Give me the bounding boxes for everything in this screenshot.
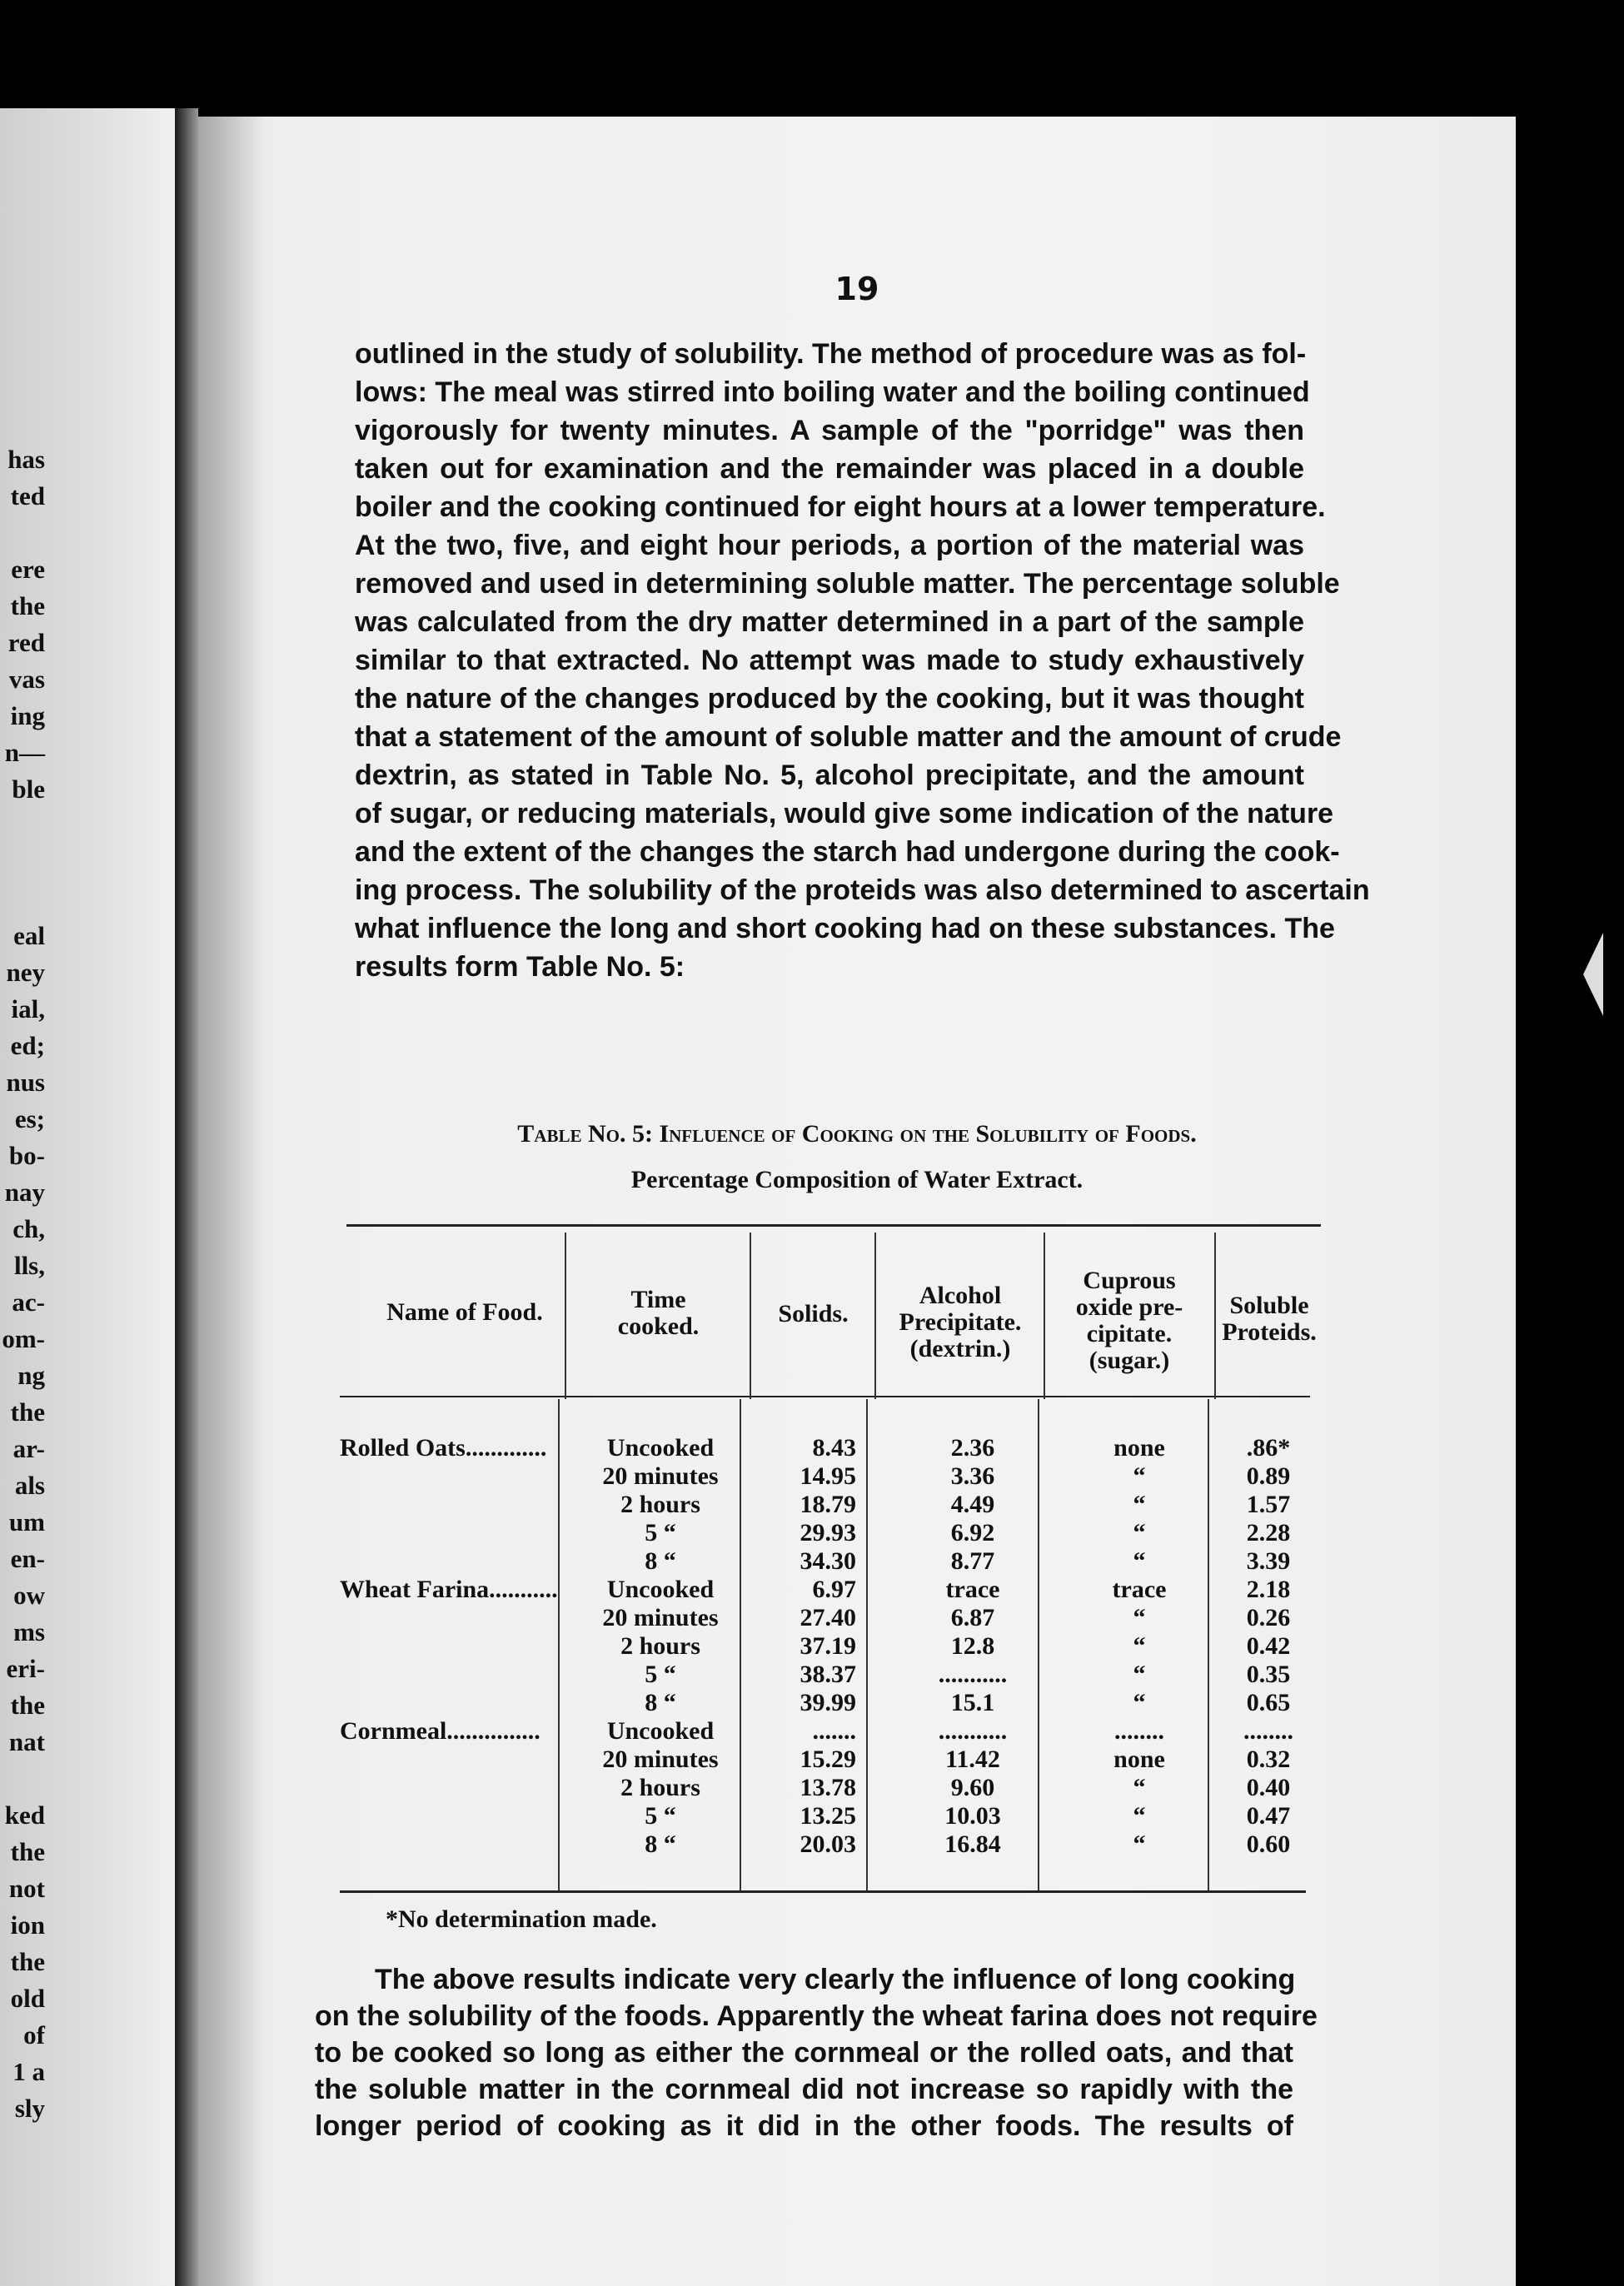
conclusion-line: the soluble matter in the cornmeal did not increase so rapidly with the bbox=[315, 2074, 1293, 2105]
table-bottom-rule bbox=[340, 1890, 1306, 1893]
cell-alcohol: 2.36 bbox=[950, 1434, 995, 1462]
intro-line: ing process. The solubility of the proteids was also determined to ascertain bbox=[355, 874, 1370, 906]
cell-time: Uncooked bbox=[606, 1434, 715, 1462]
conclusion-line: The above results indicate very clearly the influence of long cooking bbox=[375, 1964, 1296, 1995]
cell-time: 2 hours bbox=[620, 1632, 700, 1660]
table-top-rule bbox=[346, 1224, 1321, 1227]
conclusion-line: on the solubility of the foods. Apparently the wheat farina does not require bbox=[315, 2000, 1318, 2032]
cell-proteids: ........ bbox=[1243, 1717, 1293, 1745]
cell-alcohol: 8.77 bbox=[950, 1547, 995, 1575]
cell-time: 2 hours bbox=[620, 1491, 700, 1518]
cell-cuprous: “ bbox=[1133, 1689, 1146, 1716]
left-page-line: nay bbox=[4, 1178, 45, 1207]
cell-cuprous: “ bbox=[1133, 1830, 1146, 1858]
cell-proteids: 0.47 bbox=[1246, 1802, 1291, 1830]
table-subcaption: Percentage Composition of Water Extract. bbox=[630, 1166, 1083, 1193]
cell-alcohol: 15.1 bbox=[950, 1689, 995, 1716]
cell-alcohol: 11.42 bbox=[945, 1746, 1000, 1773]
col-divider bbox=[750, 1233, 751, 1399]
left-page-line: es; bbox=[14, 1104, 45, 1133]
header-time bbox=[569, 1287, 748, 1340]
cell-proteids: 1.57 bbox=[1246, 1491, 1291, 1518]
col-divider bbox=[866, 1399, 868, 1890]
left-page-line: ac- bbox=[12, 1287, 45, 1317]
header-proteids bbox=[1216, 1292, 1323, 1346]
cell-solids: 37.19 bbox=[800, 1632, 856, 1660]
header-cuprous-line: (sugar.) bbox=[1088, 1347, 1170, 1374]
left-page-line: 1 a bbox=[12, 2057, 45, 2086]
cell-proteids: 0.35 bbox=[1246, 1661, 1291, 1688]
left-page-line: vas bbox=[8, 665, 45, 694]
cell-proteids: 0.60 bbox=[1246, 1830, 1291, 1858]
cell-proteids: 0.42 bbox=[1246, 1632, 1291, 1660]
cell-proteids: 0.32 bbox=[1246, 1746, 1291, 1773]
intro-line: similar to that extracted. No attempt was made to study exhaustively bbox=[355, 645, 1304, 676]
cell-alcohol: ........... bbox=[938, 1661, 1008, 1688]
col-divider bbox=[565, 1233, 566, 1399]
cell-alcohol: 6.92 bbox=[950, 1519, 995, 1546]
left-page-line: ble bbox=[12, 774, 45, 804]
col-divider bbox=[1044, 1233, 1045, 1399]
intro-line: taken out for examination and the remainder was placed in a double bbox=[355, 453, 1304, 485]
left-page-line: nus bbox=[6, 1068, 45, 1097]
cell-time: 8 “ bbox=[645, 1830, 676, 1858]
left-page-line: ney bbox=[6, 958, 45, 987]
left-page-line bbox=[0, 808, 45, 844]
cell-cuprous: “ bbox=[1133, 1519, 1146, 1546]
book-page bbox=[198, 117, 1516, 2286]
cell-time: 20 minutes bbox=[602, 1604, 719, 1631]
cell-cuprous: none bbox=[1113, 1434, 1165, 1462]
cell-proteids: 3.39 bbox=[1246, 1547, 1291, 1575]
header-food: Name of Food. bbox=[386, 1298, 543, 1326]
intro-line: vigorously for twenty minutes. A sample of the "porridge" was then bbox=[355, 415, 1304, 446]
left-page-line: eri- bbox=[6, 1654, 45, 1683]
intro-paragraph bbox=[355, 335, 1370, 986]
cell-proteids: 0.65 bbox=[1246, 1689, 1291, 1716]
header-alcohol-line: Alcohol bbox=[919, 1282, 1002, 1309]
cell-alcohol: 12.8 bbox=[950, 1632, 995, 1660]
left-page-line: sly bbox=[14, 2094, 45, 2123]
left-page-line: ted bbox=[10, 481, 45, 510]
left-page-line bbox=[0, 515, 45, 551]
col-divider bbox=[558, 1399, 560, 1890]
left-page-line: bo- bbox=[8, 1141, 45, 1170]
table-footnote: *No determination made. bbox=[386, 1905, 657, 1933]
left-page-line: ms bbox=[13, 1617, 45, 1646]
intro-line: that a statement of the amount of soluble matter and the amount of crude bbox=[355, 721, 1342, 753]
left-page-line: n— bbox=[4, 738, 45, 767]
food-cornmeal: Cornmeal............... bbox=[340, 1717, 541, 1745]
cell-solids: 39.99 bbox=[800, 1689, 856, 1716]
cell-alcohol: 16.84 bbox=[944, 1830, 1001, 1858]
cell-cuprous: “ bbox=[1133, 1491, 1146, 1518]
left-page-text-fragments bbox=[0, 441, 45, 2127]
intro-line: and the extent of the changes the starch had undergone during the cook- bbox=[355, 836, 1340, 868]
cell-cuprous: “ bbox=[1133, 1802, 1146, 1830]
cell-time: 20 minutes bbox=[602, 1746, 719, 1773]
cell-solids: 8.43 bbox=[812, 1434, 856, 1462]
intro-line: lows: The meal was stirred into boiling water and the boiling continued bbox=[355, 376, 1310, 408]
cell-cuprous: ........ bbox=[1114, 1717, 1164, 1745]
left-page-line bbox=[0, 844, 45, 881]
header-cuprous-line: oxide pre- bbox=[1075, 1293, 1183, 1321]
left-page-line: nat bbox=[8, 1727, 45, 1756]
conclusion-paragraph bbox=[315, 1961, 1318, 2144]
cell-solids: 20.03 bbox=[800, 1830, 856, 1858]
intro-line: dextrin, as stated in Table No. 5, alcohol precipitate, and the amount bbox=[355, 760, 1304, 791]
cell-cuprous: “ bbox=[1133, 1604, 1146, 1631]
cell-alcohol: 9.60 bbox=[950, 1774, 995, 1801]
cell-solids: 27.40 bbox=[800, 1604, 856, 1631]
cell-solids: 6.97 bbox=[812, 1576, 856, 1603]
cell-proteids: 0.89 bbox=[1246, 1462, 1291, 1490]
cell-solids: 13.25 bbox=[800, 1802, 856, 1830]
cell-solids: 38.37 bbox=[800, 1661, 856, 1688]
header-proteids-line: Soluble bbox=[1229, 1292, 1309, 1319]
intro-line: was calculated from the dry matter determined in a part of the sample bbox=[355, 606, 1304, 638]
left-page-line: old bbox=[10, 1984, 45, 2013]
left-page-line: eal bbox=[13, 921, 45, 950]
intro-line: outlined in the study of solubility. The method of procedure was as fol- bbox=[355, 338, 1307, 370]
cell-cuprous: none bbox=[1113, 1746, 1165, 1773]
cell-solids: ....... bbox=[812, 1717, 856, 1745]
intro-line: of sugar, or reducing materials, would give some indication of the nature bbox=[355, 798, 1334, 829]
cell-time: 5 “ bbox=[645, 1802, 676, 1830]
conclusion-line: to be cooked so long as either the cornmeal or the rolled oats, and that bbox=[315, 2037, 1293, 2069]
food-rolled-oats: Rolled Oats............. bbox=[340, 1434, 547, 1462]
cell-alcohol: 10.03 bbox=[944, 1802, 1001, 1830]
conclusion-line: longer period of cooking as it did in the other foods. The results of bbox=[315, 2110, 1293, 2142]
header-proteids-line: Proteids. bbox=[1222, 1318, 1317, 1346]
cell-alcohol: ........... bbox=[938, 1717, 1008, 1745]
intro-line: results form Table No. 5: bbox=[355, 951, 685, 983]
table-caption: Table No. 5: Influence of Cooking on the Solubility of Foods. bbox=[517, 1120, 1197, 1148]
cell-alcohol: 6.87 bbox=[950, 1604, 995, 1631]
cell-cuprous: “ bbox=[1133, 1632, 1146, 1660]
cell-cuprous: “ bbox=[1133, 1661, 1146, 1688]
header-cuprous-line: cipitate. bbox=[1086, 1320, 1173, 1347]
cell-solids: 15.29 bbox=[800, 1746, 856, 1773]
header-cuprous bbox=[1046, 1268, 1213, 1374]
cell-time: 8 “ bbox=[645, 1547, 676, 1575]
cell-solids: 29.93 bbox=[800, 1519, 856, 1546]
cell-proteids: 0.26 bbox=[1246, 1604, 1291, 1631]
intro-line: what influence the long and short cooking had on these substances. The bbox=[355, 913, 1335, 944]
cell-cuprous: “ bbox=[1133, 1774, 1146, 1801]
header-solids: Solids. bbox=[778, 1300, 849, 1327]
page-tab-marker bbox=[1563, 933, 1603, 1016]
left-page-line: the bbox=[10, 1837, 45, 1866]
cell-time: 20 minutes bbox=[602, 1462, 719, 1490]
table-header-rule bbox=[340, 1396, 1310, 1397]
solubility-table bbox=[340, 1224, 1323, 1915]
left-page-line: um bbox=[8, 1507, 45, 1536]
cell-time: 2 hours bbox=[620, 1774, 700, 1801]
left-page-line: ere bbox=[11, 555, 45, 584]
left-page-line: ar- bbox=[12, 1434, 45, 1463]
book-gutter bbox=[175, 108, 198, 2286]
header-time-line: cooked. bbox=[617, 1312, 700, 1340]
cell-solids: 34.30 bbox=[800, 1547, 856, 1575]
header-alcohol bbox=[877, 1282, 1044, 1362]
left-page-line bbox=[0, 881, 45, 918]
intro-line: removed and used in determining soluble matter. The percentage soluble bbox=[355, 568, 1340, 600]
gutter-shadow bbox=[198, 117, 265, 2286]
left-page-line: ial, bbox=[11, 994, 45, 1023]
left-page-line: the bbox=[10, 1691, 45, 1720]
left-page-line: ed; bbox=[10, 1031, 45, 1060]
left-page-line: the bbox=[10, 1947, 45, 1976]
cell-time: Uncooked bbox=[606, 1576, 715, 1603]
page-number: 19 bbox=[834, 271, 879, 307]
left-page-line: lls, bbox=[13, 1251, 45, 1280]
cell-time: 5 “ bbox=[645, 1661, 676, 1688]
cell-proteids: .86* bbox=[1246, 1434, 1291, 1462]
left-page-line: als bbox=[14, 1471, 45, 1500]
cell-time: 5 “ bbox=[645, 1519, 676, 1546]
cell-alcohol: trace bbox=[945, 1576, 1000, 1603]
left-page-line: en- bbox=[10, 1544, 45, 1573]
cell-solids: 13.78 bbox=[800, 1774, 856, 1801]
left-page-line: om- bbox=[2, 1324, 45, 1353]
cell-solids: 18.79 bbox=[800, 1491, 856, 1518]
cell-cuprous: “ bbox=[1133, 1462, 1146, 1490]
intro-line: the nature of the changes produced by the cooking, but it was thought bbox=[355, 683, 1304, 715]
left-page-line: ing bbox=[10, 701, 45, 730]
intro-line: At the two, five, and eight hour periods, a portion of the material was bbox=[355, 530, 1304, 561]
left-page-line: the bbox=[10, 1397, 45, 1427]
left-page-line: has bbox=[7, 445, 45, 474]
header-time-line: Time bbox=[630, 1286, 686, 1313]
left-page-line: ng bbox=[17, 1361, 45, 1390]
food-wheat-farina: Wheat Farina........... bbox=[340, 1576, 558, 1603]
cell-cuprous: trace bbox=[1112, 1576, 1167, 1603]
left-page-line: of bbox=[23, 2020, 45, 2049]
left-page-line: not bbox=[8, 1874, 45, 1903]
header-alcohol-line: (dextrin.) bbox=[909, 1335, 1011, 1362]
left-page-line: ked bbox=[4, 1800, 45, 1830]
cell-proteids: 0.40 bbox=[1246, 1774, 1291, 1801]
header-alcohol-line: Precipitate. bbox=[899, 1308, 1022, 1336]
left-page-line: ow bbox=[13, 1581, 45, 1610]
left-page-line: ion bbox=[10, 1910, 45, 1940]
cell-time: Uncooked bbox=[606, 1717, 715, 1745]
left-page-line bbox=[0, 1761, 45, 1797]
cell-alcohol: 4.49 bbox=[950, 1491, 995, 1518]
cell-proteids: 2.28 bbox=[1246, 1519, 1291, 1546]
cell-cuprous: “ bbox=[1133, 1547, 1146, 1575]
left-page bbox=[0, 108, 185, 2286]
scan-edge bbox=[1516, 108, 1624, 2286]
header-cuprous-line: Cuprous bbox=[1083, 1267, 1176, 1294]
left-page-line: red bbox=[7, 628, 45, 657]
left-page-line: ch, bbox=[12, 1214, 45, 1243]
col-divider bbox=[874, 1233, 876, 1399]
intro-line: boiler and the cooking continued for eight hours at a lower temperature. bbox=[355, 491, 1326, 523]
left-page-line: the bbox=[10, 591, 45, 620]
cell-alcohol: 3.36 bbox=[950, 1462, 995, 1490]
cell-time: 8 “ bbox=[645, 1689, 676, 1716]
cell-proteids: 2.18 bbox=[1246, 1576, 1291, 1603]
cell-solids: 14.95 bbox=[800, 1462, 856, 1490]
